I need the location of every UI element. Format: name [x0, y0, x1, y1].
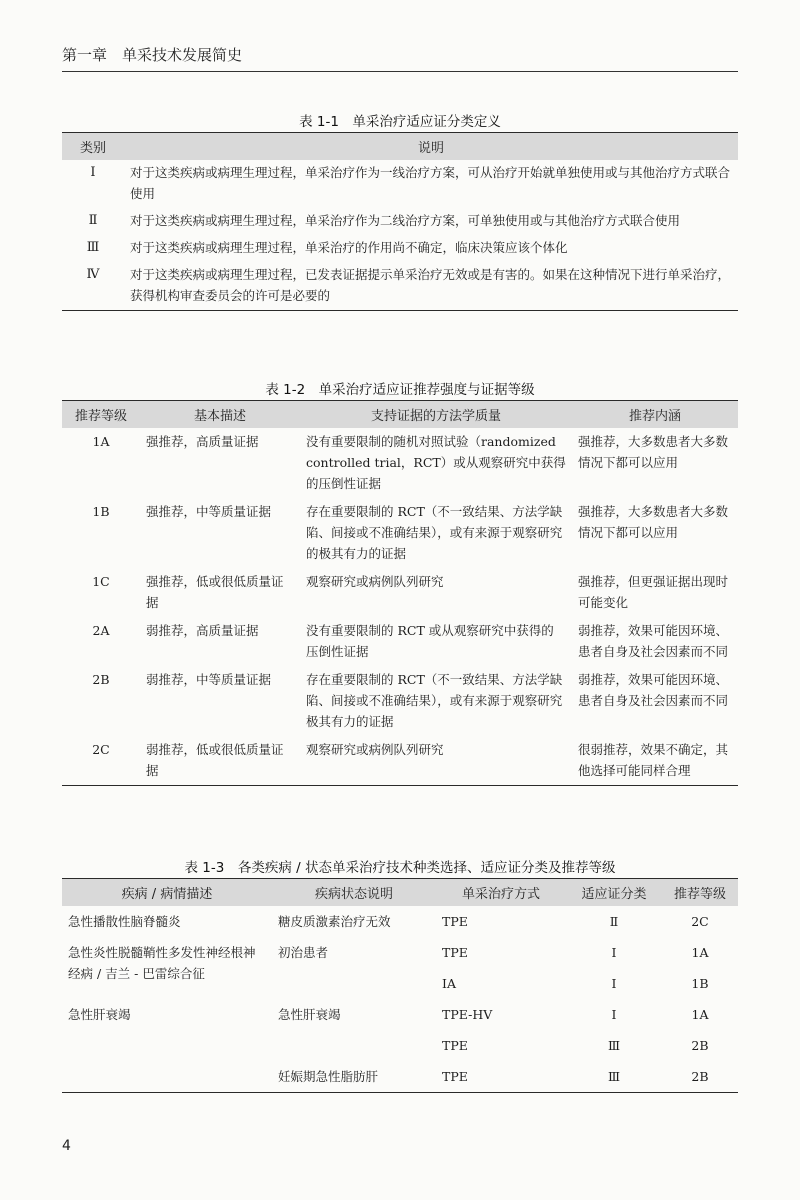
table1-header-row: [62, 133, 738, 161]
table1-category: Ⅰ: [90, 165, 96, 180]
table2-method: 观察研究或病例队列研究: [306, 574, 444, 589]
table3-header-category: 适应证分类: [566, 879, 662, 907]
table3-grade: 2B: [691, 1069, 709, 1084]
table3-state: 妊娠期急性脂肪肝: [278, 1069, 379, 1084]
table2-basic: 强推荐，低或很低质量证据: [146, 574, 284, 610]
table3-category: Ⅰ: [611, 976, 617, 991]
table3-category: Ⅲ: [607, 1038, 621, 1053]
table-row: [62, 617, 738, 666]
table3-disease: 急性肝衰竭: [68, 1007, 131, 1022]
table2-grade: 2A: [92, 623, 110, 638]
table3-category: Ⅲ: [607, 1069, 621, 1084]
table2-method: 存在重要限制的 RCT（不一致结果、方法学缺陷、间接或不准确结果），或有来源于观察研究的极其有力的证据: [306, 504, 563, 561]
table3-method: TPE: [442, 1038, 468, 1053]
table2-title: 表 1-2 单采治疗适应证推荐强度与证据等级: [265, 382, 535, 398]
table3-method: TPE-HV: [442, 1007, 493, 1022]
table-row: [62, 208, 738, 235]
table-row: [62, 160, 738, 208]
table2-meaning: 弱推荐，效果可能因环境、患者自身及社会因素而不同: [578, 672, 729, 708]
table2-header-row: [62, 401, 738, 429]
table-row: [62, 428, 738, 498]
table-row: [62, 498, 738, 568]
table-row: [62, 906, 738, 937]
table3-grade: 2C: [691, 914, 709, 929]
table3-disease: 急性炎性脱髓鞘性多发性神经根神经病 / 吉兰 - 巴雷综合征: [68, 945, 256, 981]
table2-basic: 弱推荐，中等质量证据: [146, 672, 272, 687]
table-row: [62, 999, 738, 1030]
page-number: 4: [62, 1138, 71, 1154]
table1-header-category: 类别: [62, 133, 124, 161]
table3-header-state: 疾病状态说明: [272, 879, 436, 907]
table-row: [62, 568, 738, 617]
table-row: [62, 1061, 738, 1093]
table2-grade: 2B: [92, 672, 110, 687]
table2-header-basic: 基本描述: [140, 401, 300, 429]
table2-method: 存在重要限制的 RCT（不一致结果、方法学缺陷、间接或不准确结果），或有来源于观察研究极其有力的证据: [306, 672, 563, 729]
table2-grade: 2C: [92, 742, 110, 757]
table2-basic: 弱推荐，高质量证据: [146, 623, 259, 638]
running-head: 第一章 单采技术发展简史: [62, 44, 738, 72]
table3-grade: 1A: [691, 1007, 709, 1022]
table2-method: 观察研究或病例队列研究: [306, 742, 444, 757]
table2-grade: 1C: [92, 574, 110, 589]
table1-category: Ⅲ: [86, 240, 100, 255]
table-row: [62, 1030, 738, 1061]
table1-header-desc: 说明: [124, 133, 738, 161]
table2-method: 没有重要限制的随机对照试验（randomized controlled trial，RCT）或从观察研究中获得的压倒性证据: [306, 434, 566, 491]
table3-grade: 1A: [691, 945, 709, 960]
table3-method: TPE: [442, 945, 468, 960]
table3-category: Ⅱ: [609, 914, 619, 929]
table1: [62, 132, 738, 311]
table3-category: Ⅰ: [611, 945, 617, 960]
table2-basic: 强推荐，高质量证据: [146, 434, 259, 449]
table3-disease: [62, 1061, 272, 1093]
table3-title: 表 1-3 各类疾病 / 状态单采治疗技术种类选择、适应证分类及推荐等级: [184, 860, 616, 876]
table2-basic: 弱推荐，低或很低质量证据: [146, 742, 284, 778]
table3: [62, 878, 738, 1093]
table2-basic: 强推荐，中等质量证据: [146, 504, 272, 519]
table3-state: [272, 968, 436, 999]
table-row: [62, 666, 738, 736]
table3-disease: 急性播散性脑脊髓炎: [68, 914, 181, 929]
table2-meaning: 强推荐，大多数患者大多数情况下都可以应用: [578, 504, 729, 540]
table2-header-method: 支持证据的方法学质量: [300, 401, 572, 429]
table2-meaning: 强推荐，但更强证据出现时可能变化: [578, 574, 729, 610]
table2-meaning: 很弱推荐，效果不确定，其他选择可能同样合理: [578, 742, 729, 778]
table2-meaning: 强推荐，大多数患者大多数情况下都可以应用: [578, 434, 729, 470]
table2-meaning: 弱推荐，效果可能因环境、患者自身及社会因素而不同: [578, 623, 729, 659]
table3-header-disease: 疾病 / 病情描述: [62, 879, 272, 907]
table3-method: IA: [442, 976, 456, 991]
table1-category: Ⅱ: [88, 213, 98, 228]
table3-method: TPE: [442, 914, 468, 929]
table3-header-grade: 推荐等级: [662, 879, 738, 907]
table3-state: [272, 1030, 436, 1061]
table3-header-row: [62, 879, 738, 907]
table3-category: Ⅰ: [611, 1007, 617, 1022]
table1-desc: 对于这类疾病或病理生理过程，单采治疗作为二线治疗方案，可单独使用或与其他治疗方式联合使用: [130, 213, 681, 228]
table2-grade: 1A: [92, 434, 110, 449]
table3-state: 急性肝衰竭: [278, 1007, 341, 1022]
table3-grade: 1B: [691, 976, 709, 991]
table3-state: 初治患者: [278, 945, 329, 960]
table1-title: 表 1-1 单采治疗适应证分类定义: [299, 114, 501, 130]
table1-category: Ⅳ: [86, 267, 100, 282]
table2: [62, 400, 738, 786]
table2-header-meaning: 推荐内涵: [572, 401, 738, 429]
table2-grade: 1B: [92, 504, 110, 519]
table3-state: 糖皮质激素治疗无效: [278, 914, 391, 929]
table-row: [62, 736, 738, 786]
table-row: [62, 235, 738, 262]
table1-desc: 对于这类疾病或病理生理过程，已发表证据提示单采治疗无效或是有害的。如果在这种情况下进行单采治疗，获得机构审查委员会的许可是必要的: [130, 267, 731, 303]
table2-method: 没有重要限制的 RCT 或从观察研究中获得的压倒性证据: [306, 623, 554, 659]
table1-desc: 对于这类疾病或病理生理过程，单采治疗作为一线治疗方案，可从治疗开始就单独使用或与其他治疗方式联合使用: [130, 165, 731, 201]
table-row: [62, 262, 738, 311]
table3-grade: 2B: [691, 1038, 709, 1053]
table1-desc: 对于这类疾病或病理生理过程，单采治疗的作用尚不确定，临床决策应该个体化: [130, 240, 568, 255]
table3-disease: [62, 1030, 272, 1061]
table-row: [62, 937, 738, 968]
table3-method: TPE: [442, 1069, 468, 1084]
table3-header-method: 单采治疗方式: [436, 879, 566, 907]
table2-header-grade: 推荐等级: [62, 401, 140, 429]
